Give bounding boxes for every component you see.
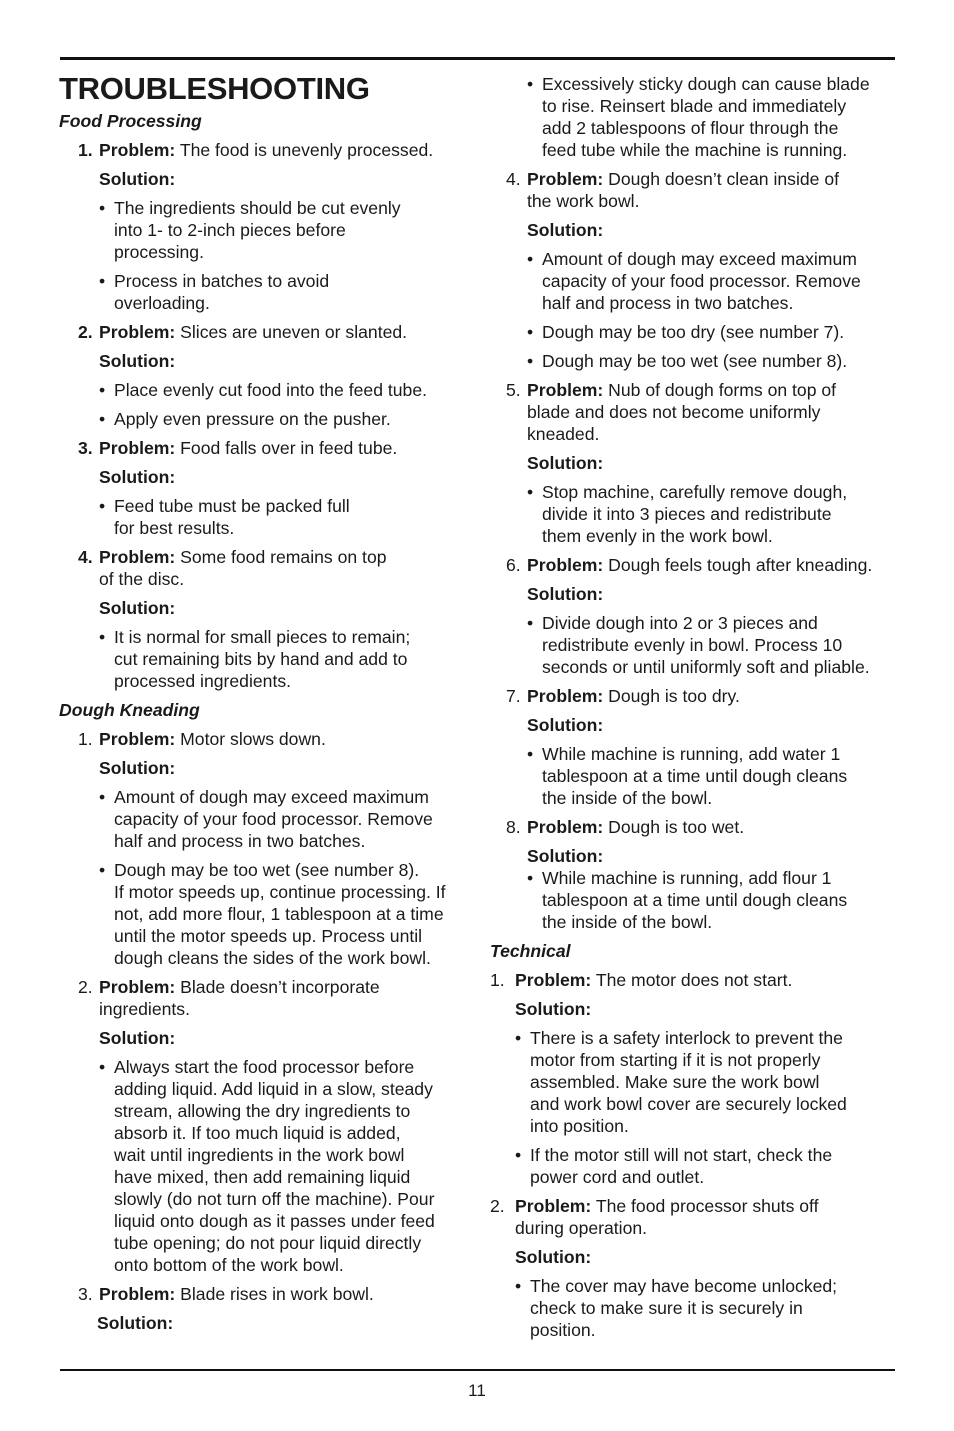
problem-text: Problem: Dough is too wet.	[527, 817, 745, 837]
problem-item	[506, 554, 900, 576]
solution-label: Solution:	[527, 846, 604, 866]
problem-number: 4.	[506, 169, 521, 189]
problem-number: 1.	[490, 970, 505, 990]
top-rule	[60, 57, 895, 60]
section-heading-food-processing: Food Processing	[59, 111, 202, 131]
problem-number: 3.	[78, 438, 93, 458]
solution-label: Solution:	[99, 467, 176, 487]
problem-label: Problem:	[99, 322, 176, 342]
solution-bullet: • Apply even pressure on the pusher.	[99, 409, 391, 429]
right-column	[490, 73, 900, 1348]
problem-text: Problem: Food falls over in feed tube.	[99, 438, 398, 458]
problem-item	[506, 168, 900, 212]
solution-bullet: • Amount of dough may exceed maximum capacity of your food processor. Remove half and process in two batches.	[527, 249, 861, 313]
solution-bullet: • Divide dough into 2 or 3 pieces and redistribute evenly in bowl. Process 10 seconds or until uniformly soft and pliable.	[527, 613, 870, 677]
problem-number: 2.	[490, 1196, 505, 1216]
solution-bullet: • While machine is running, add water 1 tablespoon at a time until dough cleans the inside of the bowl.	[527, 744, 848, 808]
solution-bullet: • Feed tube must be packed full for best results.	[99, 496, 350, 538]
problem-label: Problem:	[99, 140, 176, 160]
problem-label: Problem:	[99, 977, 176, 997]
problem-text: Problem: The motor does not start.	[515, 970, 793, 990]
problem-number: 6.	[506, 555, 521, 575]
problem-number: 2.	[78, 977, 93, 997]
problem-item	[78, 1283, 479, 1305]
problem-label: Problem:	[527, 555, 604, 575]
solution-bullet: • It is normal for small pieces to remain; cut remaining bits by hand and add to processed ingredients.	[99, 627, 411, 691]
solution-label: Solution:	[97, 1313, 174, 1333]
problem-item	[490, 1195, 900, 1239]
problem-item	[78, 321, 479, 343]
problem-number: 3.	[78, 1284, 93, 1304]
solution-bullet: • The ingredients should be cut evenly into 1- to 2-inch pieces before processing.	[99, 198, 401, 262]
problem-label: Problem:	[527, 380, 604, 400]
problem-label: Problem:	[515, 1196, 592, 1216]
problem-text: Problem: Motor slows down.	[99, 729, 326, 749]
problem-text: Problem: Some food remains on top of the disc.	[99, 547, 387, 589]
solution-label: Solution:	[99, 1028, 176, 1048]
solution-bullet: • While machine is running, add flour 1 tablespoon at a time until dough cleans the inside of the bowl.	[527, 868, 848, 932]
problem-item	[490, 969, 900, 991]
problem-text: Problem: Dough feels tough after kneading.	[527, 555, 873, 575]
problem-text: Problem: Dough is too dry.	[527, 686, 740, 706]
problem-number: 5.	[506, 380, 521, 400]
solution-bullet: • Dough may be too wet (see number 8). If motor speeds up, continue processing. If not, add more flour, 1 tablespoon at a time until the motor speeds up. Process until dough cleans the sides of the work bowl.	[99, 860, 446, 968]
solution-label: Solution:	[99, 351, 176, 371]
problem-item	[78, 437, 479, 459]
page-number: 11	[468, 1381, 486, 1400]
problem-label: Problem:	[99, 547, 176, 567]
bottom-rule	[60, 1369, 895, 1371]
solution-label: Solution:	[527, 584, 604, 604]
problem-label: Problem:	[527, 817, 604, 837]
solution-label: Solution:	[99, 758, 176, 778]
solution-label: Solution:	[99, 169, 176, 189]
solution-label: Solution:	[515, 999, 592, 1019]
problem-label: Problem:	[515, 970, 592, 990]
problem-label: Problem:	[99, 438, 176, 458]
problem-text: Problem: Blade doesn’t incorporate ingredients.	[99, 977, 380, 1019]
solution-bullet: • Place evenly cut food into the feed tube.	[99, 380, 427, 400]
solution-bullet: • There is a safety interlock to prevent the motor from starting if it is not properly assembled. Make sure the work bowl and work bowl cover are securely locked into position.	[515, 1028, 847, 1136]
page-title: TROUBLESHOOTING	[59, 71, 370, 106]
solution-label: Solution:	[99, 598, 176, 618]
problem-number: 2.	[78, 322, 93, 342]
problem-label: Problem:	[527, 169, 604, 189]
solution-bullet: • Process in batches to avoid overloading.	[99, 271, 330, 313]
problem-text: Problem: The food is unevenly processed.	[99, 140, 434, 160]
solution-bullet: • If the motor still will not start, check the power cord and outlet.	[515, 1145, 833, 1187]
problem-number: 4.	[78, 547, 93, 567]
solution-label: Solution:	[527, 715, 604, 735]
problem-item	[78, 728, 479, 750]
problem-item	[506, 379, 900, 445]
problem-number: 8.	[506, 817, 521, 837]
solution-bullet: • Dough may be too dry (see number 7).	[527, 322, 845, 342]
problem-label: Problem:	[99, 1284, 176, 1304]
solution-bullet: • The cover may have become unlocked; check to make sure it is securely in position.	[515, 1276, 838, 1340]
problem-item	[78, 546, 479, 590]
section-heading-dough-kneading: Dough Kneading	[59, 700, 200, 720]
problem-item	[506, 816, 900, 838]
problem-label: Problem:	[527, 686, 604, 706]
problem-item	[78, 139, 479, 161]
problem-item	[506, 685, 900, 707]
solution-label: Solution:	[527, 453, 604, 473]
problem-text: Problem: The food processor shuts off during operation.	[515, 1196, 819, 1238]
solution-bullet: • Excessively sticky dough can cause blade to rise. Reinsert blade and immediately add 2 tablespoons of flour through the feed tube while the machine is running.	[527, 74, 870, 160]
problem-number: 1.	[78, 729, 93, 749]
problem-label: Problem:	[99, 729, 176, 749]
solution-bullet: • Amount of dough may exceed maximum capacity of your food processor. Remove half and process in two batches.	[99, 787, 433, 851]
solution-bullet: • Always start the food processor before adding liquid. Add liquid in a slow, steady stream, allowing the dry ingredients to absorb it. If too much liquid is added, wait until ingredients in the work bowl have mixed, then add remaining liquid slowly (do not turn off the machine). Pour liquid onto dough as it passes under feed tube opening; do not pour liquid directly onto bottom of the work bowl.	[99, 1057, 435, 1275]
section-heading-technical: Technical	[490, 941, 571, 961]
problem-text: Problem: Slices are uneven or slanted.	[99, 322, 408, 342]
problem-number: 7.	[506, 686, 521, 706]
solution-bullet: • Stop machine, carefully remove dough, divide it into 3 pieces and redistribute them evenly in the work bowl.	[527, 482, 848, 546]
problem-number: 1.	[78, 140, 93, 160]
problem-item	[78, 976, 479, 1020]
left-column	[59, 72, 479, 1341]
problem-text: Problem: Nub of dough forms on top of blade and does not become uniformly kneaded.	[527, 380, 837, 444]
problem-text: Problem: Dough doesn’t clean inside of the work bowl.	[527, 169, 839, 211]
solution-label: Solution:	[515, 1247, 592, 1267]
problem-text: Problem: Blade rises in work bowl.	[99, 1284, 374, 1304]
solution-bullet: • Dough may be too wet (see number 8).	[527, 351, 848, 371]
solution-label: Solution:	[527, 220, 604, 240]
